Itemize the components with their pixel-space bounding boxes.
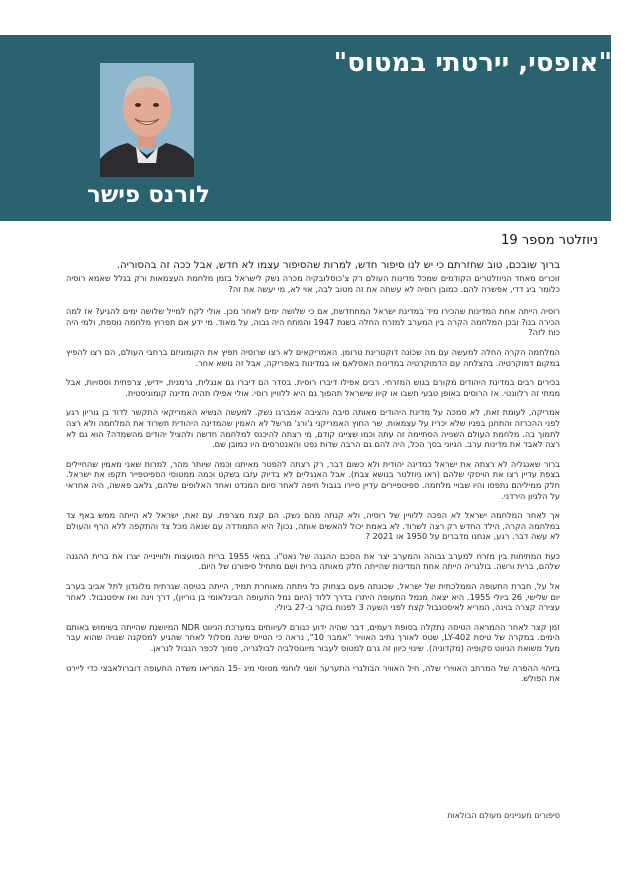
paragraph: בזיהוי ההפרה של המרחב האווירי שלה, חיל האוויר הבולגרי התערער ושני לוחמי מטוסי מיג -15 המריאו משדה התעופה דוברולאבצי כדי ליירט את הפולש. — [66, 662, 560, 684]
paragraph: ברוך שובכם, טוב שחזרתם כי יש לנו סיפור חדש, למרות שהסיפור עצמו לא חדש, אבל ככה זה בהסוריה. — [116, 260, 560, 271]
paragraph: בכירים רבים במדינת היהודים מקורם בגוש המזרחי. רבים אפילו דיברו רוסית. בסדר הם דיברו גם אנגלית, גרמנית, יידיש, צרפתית וססויות, אבל ממתי זה רלוונטי. אז הרוסים באופן טבעי חשבו או קיוו שישראל תהפוך גם היא ללוויין רוסי. אולי אפילו תהיה מדינה קומוניסטית. — [66, 377, 560, 398]
paragraph: אל על, חברת התעופה הממלכתית של ישראל, שכונתה פעם בצחוק כל ניתתה מאוחרת תמיד, הייתה בטיסה שגרתית מלונדון לתל אביב בערב יום שלישי, 26 ביולי 1955. היא יצאה מנמל התעופה היתרו בדרך ללוד (היום נמל התעופה הבינלאומי בן גוריון), דרך וינה ואז איסטנבול. לאחר עצירה קצרה בוינה, המריא לאיסטנבול קצת לפני השעה 3 לפנות בוקר ב-27 ביולי. — [66, 581, 560, 613]
article-body — [66, 260, 560, 693]
paragraph: אך לאחר המלחמה ישראל לא הפכה ללוויין של רוסיה, ולא קנתה מהם נשק. הם קצת מצרפת. עם זאת, ישראל לא הייתה ממש באף צד במלחמה הקרה, הילד החדש רק רצה לשרוד. לא באמת יכול להאשים אותה, נכון? היא התמודדה עם שנאה מכל צד והתקפה ללא הרף והעולם לא עשה דבר. רגע, אנחנו מדברים על 1950 או 2021 ? — [66, 510, 560, 542]
paragraph: זוכרים מאחד הניוזלטרים הקודמים שמכל מדינות העולם רק צ'כוסלובקיה מכרה נשק לישראל בזמן מלחמת העצמאות ורק בגלל שאמא רוסיה כלומר ביג דדי, אפשרה להם. כמובן רוסיה לא עשתה את זה מטוב לבה, אוי לא, מי יעשה את זה? — [66, 273, 560, 294]
paragraph: המלחמה הקרה החלה למעשה עם מה שכונה דוקטרינת טרומן. האמריקאים לא רצו שרוסיה תפיץ את הקומוניזם ברחבי העולם, הם רצו להפיץ במקום דמוקרטיה. בהצלחה עם הדמוקרטיה במדינות האסלאם או במדינות באפריקה, אבל זה נושא אחר. — [66, 346, 560, 368]
paragraph: זמן קצר לאחר ההמראה הטיסה נתקלה בסופת רעמים, דבר שהיה ידוע כגורם לעיוותים במערכת הניווט NDR המיושנת שהייתה בשימוש באותם הימים. במקרה של טיסת LY-402, שטס לאורך נתיב האוויר "אמבר 10", נראה כי הטייס שינה מסלול לאחר שהגיע למסקנה שגויה שהוא עבר מעל משואת הניווט סקופיה (מקדוניה). שינוי כיוון זה גרם למטוס לעבור מיוגוסלביה לבולגריה, סמוך לכפר הגבול לנראן. — [66, 621, 560, 654]
footer-tagline: סיפורים מעניינים מעולם הבולאות — [447, 811, 560, 820]
paragraph: אמריקה, לעומת זאת, לא סמכה על מדינת היהודים מאותה סיבה והציבה אמברגו נשק. למעשה הנשיא האמריקאי התקשר לדוד בן גוריון רגע לפני ההכרזה והתחנן בפניו שלא יכריז על עצמאות. שר החוץ האמריקני ג'ורג' מרשל לא האמין שהמדינה היהודית תשרוד את המלחמה ולא רצה לתמוך בה. מלחמת העולם השנייה הסתיימה זה עתה וכמו שציינו קודם, מי רצתה להיכנס למלחמה חדשה ולהציל יהודים מהשמדה? הוא גם לא רצה לאבד את מדינות ערב. הגיוני בסך הכל, היה להם גם הרבה שדות נפט והאנטרסים היו כמובן שם. — [66, 407, 560, 450]
paragraph: כעת המתיחות בין מזרח למערב גבוהה והמערב יצר את הסכם ההגנה של נאט"ו. במאי 1955 ברית המועצות ולוויינייה יצרו את ברית ההגנה שלהם, ברית ורשה. בולגריה הייתה אחת המדינות שהייתה חלק מאותה ברית ושם מתחיל סיפורנו של היום. — [66, 550, 560, 572]
author-portrait-icon — [100, 63, 194, 177]
issue-number: ניוזלטר מספר 19 — [501, 233, 598, 248]
author-photo — [100, 63, 194, 177]
article-title: "אופסי, יירטתי במטוס" — [333, 48, 612, 78]
paragraph: ברור שאנגליה לא רצתה את ישראל כמדינה יהודית ולא כשום דבר, רק רצתה להפטר מאיתנו וכמה שיותר מהר, למרות שאני מאמין שהחיילים בצפת עדיין רצו את הויסקי שלהם (ראו ניוזלטר בנושא צבת). אבל האנגליים לא בדיוק עזבו בשקט וכמה ממטוסי הספיטפייר תקפו את ישראל. חלק ממיליהם נתפסו והיו שבויי מלחמה. ספיטפיירים עדיין סיירו בגבול חיפה לאחר סיום המנדט ואחד האלופים שלהם, גלאב פאשה, היה אחראי על הלגיון הירדני. — [66, 458, 560, 501]
paragraph: רוסיה הייתה אחת המדינות שהכירו מיד במדינת ישראל המתחדשת, אם כי שלושה ימים לאחר מכן. אולי לקח למייל שלושה ימים להגיע? אז למה הכירה בנו? ובכן המלחמה הקרה בין המערב למזרח החלה בשנת 1947 והמתח היה גבוה, על מאוד. מי ידע אם תפרוץ מלחמה נוספת, ולמי היה כוח לזה? — [66, 306, 561, 338]
author-name: לורנס פישר — [87, 182, 210, 208]
